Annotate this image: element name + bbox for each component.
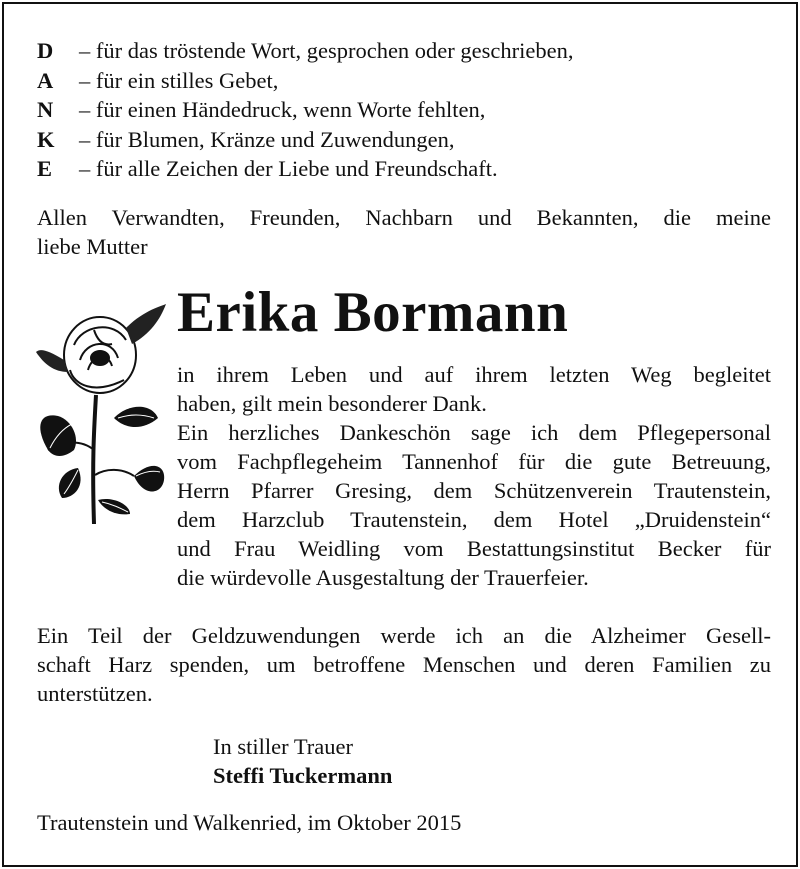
obituary-notice	[2, 2, 798, 867]
donation-line: unterstützen.	[37, 681, 153, 706]
danke-row	[37, 154, 573, 184]
danke-text: – für das tröstende Wort, gesprochen oder geschrieben,	[79, 38, 574, 63]
body-line: in ihrem Leben und auf ihrem letzten Weg begleitet	[177, 362, 771, 387]
donation-line: Ein Teil der Geldzuwendungen werde ich an die Alzheimer Gesell-	[37, 623, 771, 648]
signature-block	[213, 732, 392, 790]
danke-letter: D	[37, 38, 54, 63]
place-date: Trautenstein und Walkenried, im Oktober 2015	[37, 810, 462, 835]
deceased-name: Erika Bormann	[177, 281, 569, 344]
intro-line: liebe Mutter	[37, 234, 148, 259]
danke-letter: N	[37, 97, 54, 122]
danke-row	[37, 125, 573, 155]
danke-letter: E	[37, 156, 53, 181]
danke-text: – für alle Zeichen der Liebe und Freundschaft.	[79, 156, 498, 181]
body-line: vom Fachpflegeheim Tannenhof für die gute Betreuung,	[177, 449, 771, 474]
body-line: dem Harzclub Trautenstein, dem Hotel „Druidenstein“	[177, 507, 771, 532]
danke-text: – für Blumen, Kränze und Zuwendungen,	[79, 126, 455, 152]
body-line: Herrn Pfarrer Gresing, dem Schützenverein Trautenstein,	[177, 478, 771, 503]
thanks-text	[177, 360, 771, 592]
danke-text: – für einen Händedruck, wenn Worte fehlten,	[79, 97, 486, 122]
donation-line: schaft Harz spenden, um betroffene Menschen und deren Familien zu	[37, 652, 771, 677]
body-line: haben, gilt mein besonderer Dank.	[177, 391, 487, 416]
body-line: und Frau Weidling vom Bestattungsinstitut Becker für	[177, 536, 771, 561]
danke-letter: K	[37, 126, 55, 152]
signature-name: Steffi Tuckermann	[213, 763, 393, 788]
danke-row	[37, 95, 573, 125]
intro-line: Allen Verwandten, Freunden, Nachbarn und Bekannten, die meine	[37, 205, 771, 230]
intro-text	[37, 203, 771, 261]
body-line: die würdevolle Ausgestaltung der Trauerfeier.	[177, 565, 589, 590]
donation-text	[37, 621, 771, 708]
body-line: Ein herzliches Dankeschön sage ich dem Pflegepersonal	[177, 420, 771, 445]
danke-row	[37, 66, 573, 96]
signature-greeting: In stiller Trauer	[213, 734, 353, 759]
danke-letter: A	[37, 67, 54, 93]
danke-text: – für ein stilles Gebet,	[79, 67, 279, 93]
rose-icon	[34, 300, 169, 525]
danke-row	[37, 36, 573, 66]
danke-acrostic	[37, 36, 573, 184]
